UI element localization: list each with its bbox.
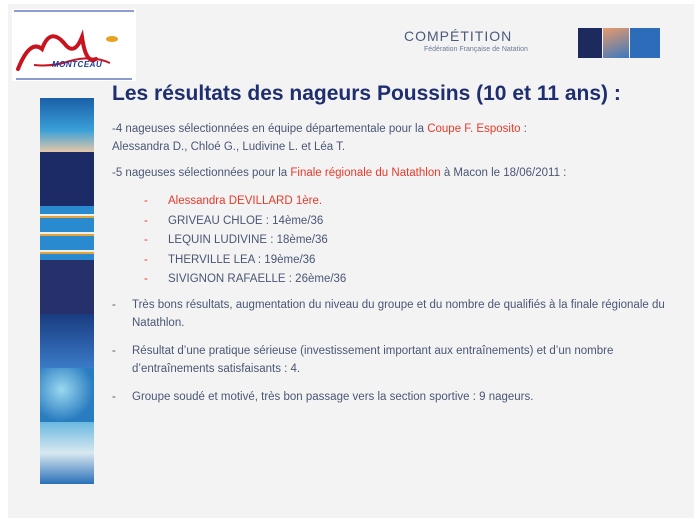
bullet-text: Très bons résultats, augmentation du niveau du groupe et du nombre de qualifiés à la finale régionale du Natathlon. bbox=[132, 299, 665, 329]
bullet-text: Résultat d’une pratique sérieuse (investissement important aux entraînements) et d’un nombre d’entraînements satisfaisants : 4. bbox=[132, 345, 614, 375]
paragraph-natathlon-text-a: -5 nageuses sélectionnées pour la bbox=[112, 167, 291, 179]
bullet-text: Groupe soudé et motivé, très bon passage vers la section sportive : 9 nageurs. bbox=[132, 391, 534, 403]
bullet-dash: - bbox=[112, 345, 116, 357]
paragraph-natathlon bbox=[112, 164, 566, 182]
photo-swimmers-lanes bbox=[40, 206, 94, 260]
paragraph-esposito-text-a: -4 nageuses sélectionnées en équipe départementale pour la bbox=[112, 123, 428, 135]
result-text: Alessandra DEVILLARD 1ère. bbox=[168, 195, 323, 207]
paragraph-esposito bbox=[112, 120, 527, 156]
result-text: GRIVEAU CHLOE : 14ème/36 bbox=[168, 214, 324, 227]
photo-swimmer-1 bbox=[40, 98, 94, 152]
header-image-1 bbox=[578, 28, 602, 58]
logo-text: MONTCEAU bbox=[52, 60, 103, 69]
header-image-3 bbox=[630, 28, 660, 58]
result-text: LEQUIN LUDIVINE : 18ème/36 bbox=[168, 234, 328, 246]
result-dash: - bbox=[144, 234, 148, 246]
coupe-esposito-highlight: Coupe F. Esposito bbox=[427, 123, 521, 135]
competition-title: COMPÉTITION bbox=[404, 28, 513, 44]
bullet-results bbox=[112, 296, 672, 332]
header-images bbox=[578, 28, 660, 58]
paragraph-esposito-names: Alessandra D., Chloé G., Ludivine L. et Léa T. bbox=[112, 141, 346, 153]
bullet-dash: - bbox=[112, 391, 116, 403]
finale-natathlon-highlight: Finale régionale du Natathlon bbox=[290, 167, 441, 179]
result-text: SIVIGNON RAFAELLE : 26ème/36 bbox=[168, 273, 347, 285]
photo-dark-2 bbox=[40, 260, 94, 314]
page-title: Les résultats des nageurs Poussins (10 et 11 ans) : bbox=[112, 82, 621, 105]
bullet-group bbox=[112, 388, 672, 406]
photo-dark-1 bbox=[40, 152, 94, 206]
result-dash: - bbox=[144, 253, 148, 266]
result-text: THERVILLE LEA : 19ème/36 bbox=[168, 253, 316, 266]
paragraph-esposito-text-b: : bbox=[520, 123, 527, 135]
header-image-2 bbox=[603, 28, 629, 58]
paragraph-natathlon-text-b: à Macon le 18/06/2011 : bbox=[440, 167, 567, 179]
bullet-practice bbox=[112, 342, 672, 378]
competition-subtitle: Fédération Française de Natation bbox=[424, 46, 528, 53]
club-logo bbox=[12, 9, 136, 81]
photo-water bbox=[40, 368, 94, 422]
result-dash: - bbox=[144, 273, 148, 285]
bullet-dash: - bbox=[112, 299, 116, 311]
photo-diver bbox=[40, 314, 94, 368]
result-dash: - bbox=[144, 214, 148, 227]
photo-swimmer-2 bbox=[40, 422, 94, 484]
result-dash: - bbox=[144, 195, 148, 207]
photo-strip bbox=[40, 98, 94, 484]
